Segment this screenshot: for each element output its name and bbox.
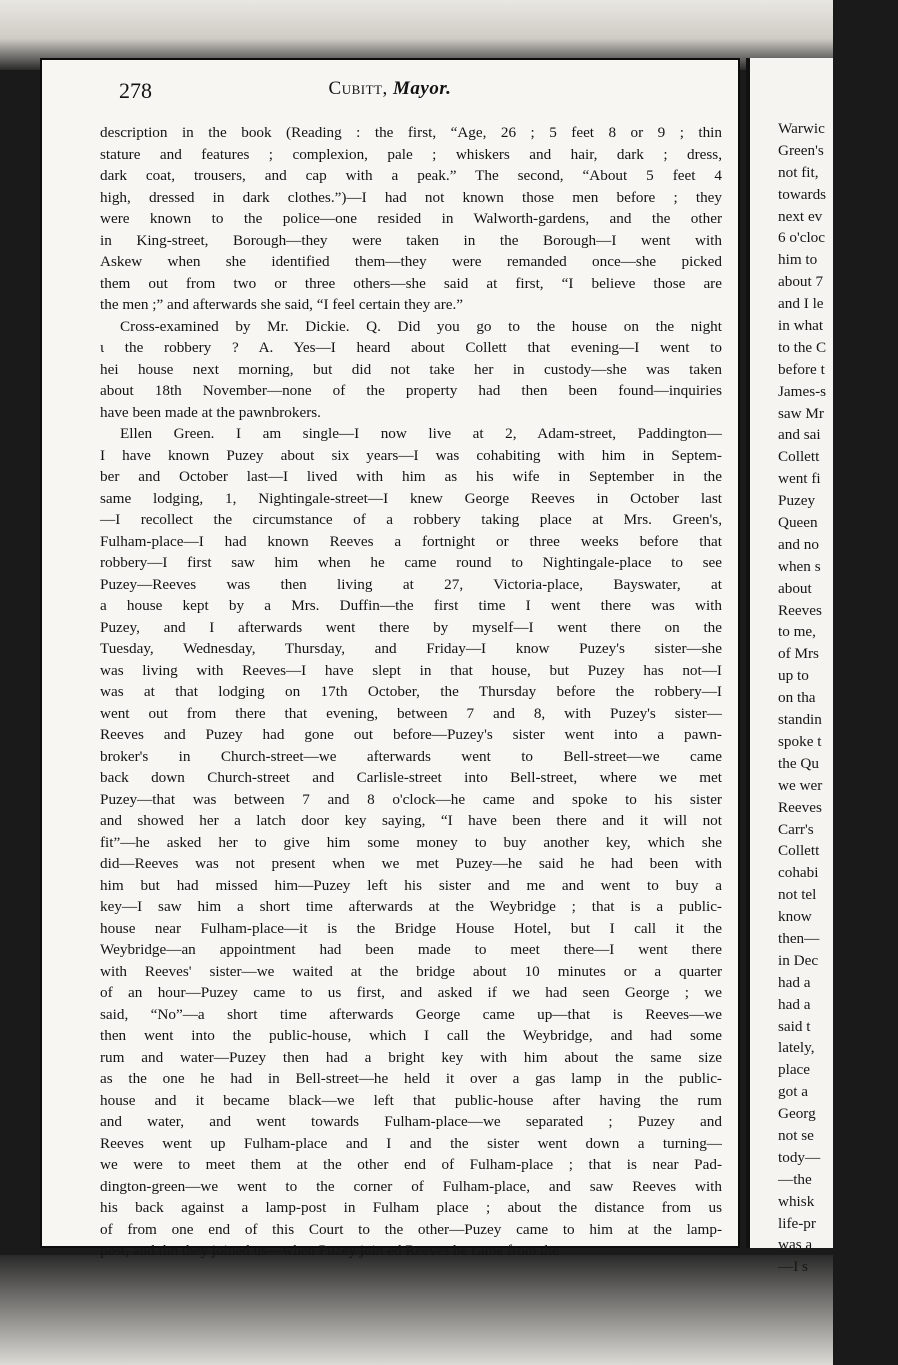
- text-line: was living with Reeves—I have slept in that house, but Puzey has not—I: [100, 661, 722, 679]
- text-line: broker's in Church-street—we afterwards went to Bell-street—we came: [100, 747, 722, 765]
- right-page-line: standin: [778, 711, 822, 729]
- right-page-line: Reeves: [778, 798, 822, 816]
- right-page-line: —I s: [778, 1258, 808, 1276]
- text-line: of from one end of this Court to the other—Puzey came to him at the lamp-: [100, 1220, 722, 1238]
- text-line: Reeves and Puzey had gone out before—Puzey's sister went into a pawn-: [100, 726, 722, 743]
- text-line: key—I saw him a short time afterwards at the Weybridge ; that is a public-: [100, 898, 722, 915]
- right-page-line: Collett: [778, 842, 820, 860]
- text-line: went out from there that evening, between 7 and 8, with Puzey's sister—: [100, 704, 722, 722]
- right-page-line: James-s: [778, 382, 827, 400]
- text-line: post, and thn they joined us—when Puzey join ed Reeves he came from the: [100, 1242, 559, 1259]
- text-line: —I recollect the circumstance of a robbery taking place at Mrs. Green's,: [100, 511, 722, 528]
- right-page-line: and sai: [778, 426, 821, 444]
- text-line: with Reeves' sister—we waited at the bridge about 10 minutes or a quarter: [100, 962, 722, 980]
- text-line: Tuesday, Wednesday, Thursday, and Friday—I know Puzey's sister—she: [100, 640, 722, 657]
- right-page-line: to me,: [778, 623, 816, 641]
- right-page-line: went fi: [778, 470, 821, 488]
- right-page-line: Collett: [778, 448, 820, 466]
- text-line: hei house next morning, but did not take her in custody—she was taken: [100, 360, 722, 378]
- right-page-line: about: [778, 579, 812, 597]
- right-page-line: in what: [778, 317, 824, 335]
- text-line: have been made at the pawnbrokers.: [100, 403, 321, 421]
- text-line: Ellen Green. I am single—I now live at 2, Adam-street, Paddington—: [120, 425, 722, 442]
- text-line: we were to meet them at the other end of Fulham-place ; that is near Pad-: [100, 1156, 722, 1173]
- right-page-line: spoke t: [778, 732, 822, 750]
- right-page-line: Georg: [778, 1105, 816, 1123]
- right-page-line: next ev: [778, 207, 823, 225]
- right-page-line: we wer: [778, 776, 823, 794]
- right-page-line: Carr's: [778, 820, 814, 838]
- right-page-line: cohabi: [778, 864, 819, 882]
- right-page-line: lately,: [778, 1039, 815, 1057]
- text-line: rum and water—Puzey then had a bright key with him about the same size: [100, 1048, 722, 1066]
- text-line: his back against a lamp-post in Fulham place ; about the distance from us: [100, 1199, 722, 1216]
- text-line: house and it became black—we left that public-house after having the rum: [100, 1091, 722, 1109]
- text-line: back down Church-street and Carlisle-street into Bell-street, where we met: [100, 769, 722, 786]
- right-page-line: and no: [778, 535, 819, 553]
- right-page-line: tody—: [778, 1148, 821, 1166]
- right-page-line: to the C: [778, 338, 827, 356]
- text-line: in King-street, Borough—they were taken in the Borough—I went with: [100, 231, 722, 249]
- right-page-line: up to: [778, 667, 809, 685]
- body-text: [100, 122, 722, 1262]
- text-line: Reeves went up Fulham-place and I and the sister went down a turning—: [100, 1134, 722, 1152]
- right-page-edge: [746, 58, 833, 1276]
- right-page-line: of Mrs: [778, 645, 819, 663]
- running-head-name: Cubitt,: [328, 78, 388, 99]
- right-page-line: 6 o'cloc: [778, 229, 826, 247]
- text-line: Puzey—Reeves was then living at 27, Victoria-place, Bayswater, at: [100, 575, 722, 593]
- right-page-line: life-pr: [778, 1214, 816, 1232]
- right-page-line: him to: [778, 251, 818, 269]
- right-page-line: about 7: [778, 273, 824, 291]
- text-line: dington-green—we went to the corner of Fulham-place, and saw Reeves with: [100, 1177, 722, 1195]
- right-page-line: saw Mr: [778, 404, 824, 422]
- right-page-line: —the: [778, 1170, 812, 1188]
- text-line: him but had missed him—Puzey left his sister and me and went to buy a: [100, 876, 722, 894]
- right-page-line: place: [778, 1061, 811, 1079]
- right-page-line: on tha: [778, 689, 816, 707]
- right-page-text: [778, 118, 898, 1278]
- text-line: Cross-examined by Mr. Dickie. Q. Did you go to the house on the night: [120, 317, 722, 335]
- text-line: the men ;” and afterwards she said, “I feel certain they are.”: [100, 296, 464, 313]
- text-line: ι the robbery ? A. Yes—I heard about Collett that evening—I went to: [100, 339, 722, 356]
- running-head-title: Mayor.: [393, 78, 452, 99]
- text-line: about 18th November—none of the property had then been found—inquiries: [100, 382, 722, 399]
- text-line: them out from two or three others—she said at first, “I believe those are: [100, 274, 722, 292]
- text-line: fit”—he asked her to give him some money to buy another key, which she: [100, 833, 722, 851]
- text-line: and water, and went towards Fulham-place—we separated ; Puzey and: [100, 1113, 722, 1130]
- page-header: [42, 74, 738, 108]
- scan-background-bottom: [0, 1255, 833, 1365]
- text-line: and showed her a latch door key saying, “I have been there and it will not: [100, 812, 722, 829]
- right-page-line: Warwic: [778, 120, 825, 137]
- right-page-line: said t: [778, 1017, 811, 1035]
- text-line: were known to the police—one resided in Walworth-gardens, and the other: [100, 210, 722, 227]
- right-page-line: Puzey: [778, 492, 816, 510]
- text-line: dark coat, trousers, and cap with a peak.” The second, “About 5 feet 4: [100, 167, 722, 184]
- text-line: description in the book (Reading : the first, “Age, 26 ; 5 feet 8 or 9 ; thin: [100, 124, 722, 141]
- text-line: robbery—I first saw him when he came round to Nightingale-place to see: [100, 554, 722, 571]
- text-line: as the one he had in Bell-street—he held it over a gas lamp in the public-: [100, 1070, 722, 1087]
- text-line: house near Fulham-place—it is the Bridge House Hotel, but I call it the: [100, 919, 722, 937]
- text-line: was at that lodging on 17th October, the Thursday before the robbery—I: [100, 683, 722, 700]
- right-page-line: Reeves: [778, 601, 822, 619]
- text-line: then went into the public-house, which I call the Weybridge, and had some: [100, 1027, 722, 1044]
- right-page-line: then—: [778, 929, 820, 947]
- right-page-line: whisk: [778, 1192, 815, 1210]
- right-page-line: and I le: [778, 295, 824, 313]
- text-line: said, “No”—a short time afterwards George came up—that is Reeves—we: [100, 1005, 722, 1023]
- text-line: same lodging, 1, Nightingale-street—I knew George Reeves in October last: [100, 489, 722, 507]
- right-page-line: was a: [778, 1236, 813, 1254]
- left-page: [40, 58, 740, 1259]
- right-page-line: Queen: [778, 514, 818, 532]
- text-line: stature and features ; complexion, pale ; whiskers and hair, dark ; dress,: [100, 145, 722, 163]
- text-line: a house kept by a Mrs. Duffin—the first time I went there was with: [100, 597, 722, 614]
- right-page-line: when s: [778, 557, 821, 575]
- text-line: ber and October last—I lived with him as his wife in September in the: [100, 468, 722, 485]
- right-page-line: got a: [778, 1083, 808, 1101]
- right-page-line: in Dec: [778, 951, 819, 969]
- right-page-line: had a: [778, 995, 811, 1013]
- right-page-line: not se: [778, 1126, 814, 1144]
- right-page-line: the Qu: [778, 754, 819, 772]
- running-head: [42, 78, 738, 100]
- right-page-line: Green's: [778, 141, 824, 159]
- text-line: Puzey, and I afterwards went there by myself—I went there on the: [100, 618, 722, 636]
- right-page-line: not tel: [778, 886, 817, 904]
- right-page-line: towards: [778, 185, 827, 203]
- text-line: Weybridge—an appointment had been made to meet there—I went there: [100, 941, 722, 958]
- right-page-line: before t: [778, 360, 825, 378]
- text-line: Fulham-place—I had known Reeves a fortnight or three weeks before that: [100, 532, 722, 550]
- text-line: I have known Puzey about six years—I was cohabiting with him in Septem-: [100, 446, 722, 464]
- right-page-line: not fit,: [778, 163, 819, 181]
- right-page-line: had a: [778, 973, 811, 991]
- right-page-line: know: [778, 908, 812, 926]
- text-line: high, dressed in dark clothes.”)—I had not known those men before ; they: [100, 188, 722, 206]
- page-number: 278: [119, 78, 152, 103]
- text-line: of an hour—Puzey came to us first, and asked if we had seen George ; we: [100, 984, 722, 1001]
- text-line: Puzey—that was between 7 and 8 o'clock—he came and spoke to his sister: [100, 790, 722, 808]
- text-line: Askew when she identified them—they were remanded once—she picked: [100, 253, 722, 270]
- text-line: did—Reeves was not present when we met Puzey—he said he had been with: [100, 855, 722, 872]
